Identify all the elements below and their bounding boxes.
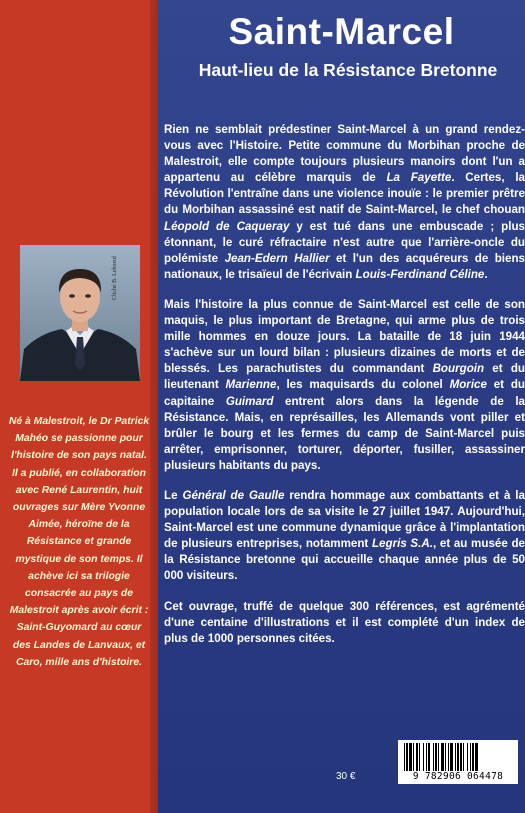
- author-photo: [20, 245, 140, 381]
- paragraph-1: Rien ne semblait prédestiner Saint-Marcel à un grand rendez-vous avec l'Histoire. Petite commune du Morbihan proche de Malestroit, elle compte toujours plusieurs manoirs dont l'un a appartenu au célèbre marquis de La Fayette. Certes, la Révolution l'entraîne dans une violence inouïe : le premier prêtre du Morbihan assassiné est natif de Saint-Marcel, le chef chouan Léopold de Caqueray y est tué dans une embuscade ; plus étonnant, le curé réfractaire n'est autre que l'arrière-oncle du polémiste Jean-Edern Hallier et l'un des acquéreurs de biens nationaux, le trisaïeul de l'écrivain Louis-Ferdinand Céline.: [164, 123, 525, 281]
- author-bio: Né à Malestroit, le Dr Patrick Mahéo se passionne pour l'histoire de son pays natal. Il a publié, en collaboration avec René Laurentin, huit ouvrages sur Mère Yvonne Aimée, héroïne de la Résistance et grande mystique de son temps. Il achève ici sa trilogie consacrée au pays de Malestroit après avoir écrit : Saint-Guyomard au cœur des Landes de Lanvaux, et Caro, mille ans d'histoire.: [8, 416, 150, 668]
- book-title: Saint-Marcel: [228, 11, 455, 52]
- isbn-barcode: [398, 740, 518, 784]
- barcode-bars: [402, 743, 514, 771]
- isbn-digits: 9 782906 064478: [412, 771, 504, 782]
- author-portrait-image: [20, 245, 140, 381]
- left-red-band: [0, 0, 157, 813]
- book-subtitle: Haut-lieu de la Résistance Bretonne: [198, 60, 498, 80]
- paragraph-2: Mais l'histoire la plus connue de Saint-Marcel est celle de son maquis, le plus important de Bretagne, qui arme plus de trois mille hommes en douze jours. La bataille de 18 juin 1944 s'achève sur un lourd bilan : plusieurs dizaines de morts et de blessés. Les parachutistes du commandant Bourgoin et du lieutenant Marienne, les maquisards du colonel Morice et du capitaine Guimard entrent alors dans la légende de la Résistance. Mais, en représailles, les Allemands vont piller et brûler le bourg et les fermes du camp de Saint-Marcel puis arrêter, emprisonner, torturer, déporter, fusiller, assassiner plusieurs habitants du pays.: [164, 297, 525, 472]
- back-cover-text: [164, 122, 525, 661]
- photo-credit: Cliché B. Leboeuf: [112, 255, 118, 300]
- paragraph-4: Cet ouvrage, truffé de quelque 300 références, est agrémenté d'une centaine d'illustrations et il est complété d'un index de plus de 1000 personnes citées.: [164, 599, 525, 645]
- price: 30 €: [336, 771, 356, 782]
- paragraph-3: Le Général de Gaulle rendra hommage aux combattants et à la population locale lors de sa visite le 27 juillet 1947. Aujourd'hui, Saint-Marcel est une commune dynamique grâce à l'implantation de plusieurs entreprises, notamment Legris S.A., et au musée de la Résistance bretonne qui accueille chaque année plus de 50 000 visiteurs.: [164, 488, 525, 583]
